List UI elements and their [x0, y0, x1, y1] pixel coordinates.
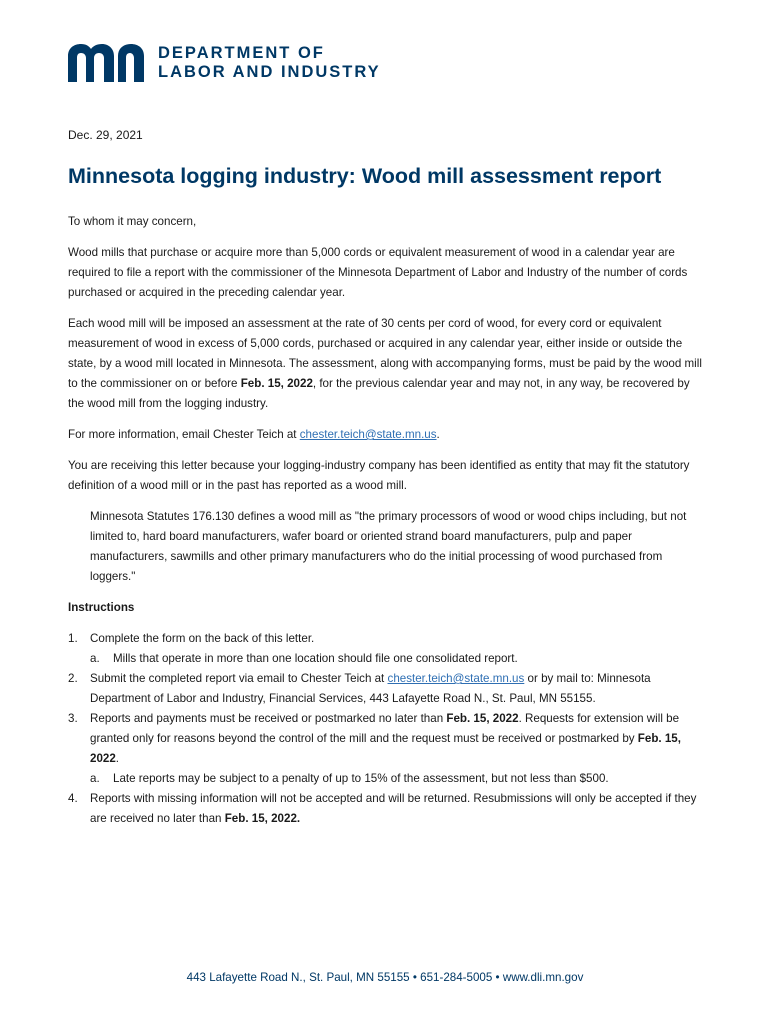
salutation: To whom it may concern, [68, 215, 197, 228]
letter-date: Dec. 29, 2021 [68, 128, 143, 142]
department-line-1: DEPARTMENT OF [158, 44, 325, 62]
page-title: Minnesota logging industry: Wood mill assessment report [68, 164, 662, 188]
list-item: a. Mills that operate in more than one location should file one consolidated report. [90, 652, 518, 665]
department-line-2: LABOR AND INDUSTRY [158, 63, 381, 81]
list-item: 2. Submit the completed report via email to Chester Teich at chester.teich@state.mn.us or by mail to: Minnesota Department of Labor and Industry, Financial Services, 443 Lafayette Road N., St. Paul, MN 55155. [68, 672, 651, 705]
instructions-heading: Instructions [68, 601, 135, 614]
letterhead [68, 44, 381, 82]
list-item: 4. Reports with missing information will not be accepted and will be returned. Resubmissions will only be accepted if they are received no later than Feb. 15, 2022. [68, 792, 697, 825]
paragraph-requirements: Wood mills that purchase or acquire more than 5,000 cords or equivalent measurement of wood in a calendar year are required to file a report with the commissioner of the Minnesota Department of Labor and Industry of the number of cords purchased or acquired in the preceding calendar year. [68, 246, 688, 299]
letter-body [68, 212, 704, 829]
paragraph-assessment: Each wood mill will be imposed an assessment at the rate of 30 cents per cord of wood, for every cord or equivalent measurement of wood in excess of 5,000 cords, purchased or acquired in any calendar year, either inside or outside the state, by a wood mill located in Minnesota. The assessment, along with accompanying forms, must be paid by the wood mill to the commissioner on or before Feb. 15, 2022, for the previous calendar year and may not, in any way, be recovered by the wood mill from the logging industry. [68, 317, 702, 410]
list-item: a. Late reports may be subject to a penalty of up to 15% of the assessment, but not less than $500. [90, 772, 609, 785]
sub-list [90, 649, 704, 669]
footer-address: 443 Lafayette Road N., St. Paul, MN 55155 • 651-284-5005 • www.dli.mn.gov [186, 971, 584, 984]
sub-list [90, 769, 704, 789]
paragraph-contact: For more information, email Chester Teich at chester.teich@state.mn.us. [68, 428, 440, 441]
instructions-list [68, 629, 704, 829]
paragraph-reason: You are receiving this letter because your logging-industry company has been identified as entity that may fit the statutory definition of a wood mill or in the past has reported as a wood mill. [68, 459, 690, 492]
list-item: 3. Reports and payments must be received or postmarked no later than Feb. 15, 2022. Requests for extension will be granted only for reasons beyond the control of the mill and the request must be received or postmarked by Feb. 15, 2022. a. Late reports may be subject to a penalty of up to 15% of the assessment, but not less than $500. [68, 709, 704, 789]
department-name [158, 44, 381, 82]
mn-logo-icon [68, 44, 150, 82]
list-item: 1. Complete the form on the back of this letter. a. Mills that operate in more than one location should file one consolidated report. [68, 629, 704, 669]
submit-email-link[interactable]: chester.teich@state.mn.us [387, 672, 525, 685]
contact-email-link[interactable]: chester.teich@state.mn.us [299, 428, 437, 441]
statute-quote: Minnesota Statutes 176.130 defines a wood mill as "the primary processors of wood or wood chips including, but not limited to, hard board manufacturers, wafer board or oriented strand board manufacturers, pulp and paper manufacturers, sawmills and other primary manufacturers who do the initial processing of wood purchased from loggers." [90, 510, 687, 583]
